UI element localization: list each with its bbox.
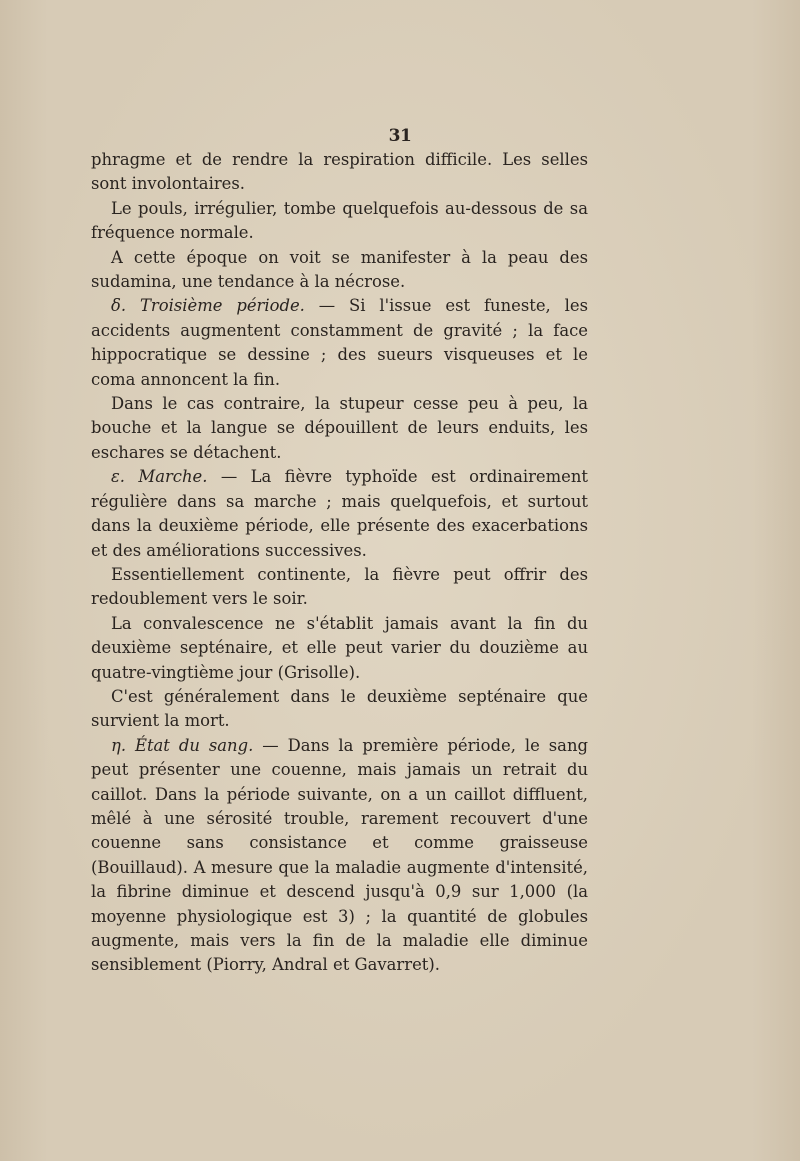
section-text-troisieme-periode: — Si l'issue est funeste, les accidents augmentent constamment de gravité ; la face hippocratique se dessine ; des sueurs visqueuses et le coma annoncent la fin. — [91, 296, 588, 389]
section-letter-eta: η. — [111, 735, 127, 755]
section-title-etat-du-sang: État du sang. — [134, 735, 254, 755]
paragraph-4-troisieme-periode — [91, 294, 588, 392]
section-letter-epsilon: ε. — [111, 467, 126, 487]
paragraph-5: Dans le cas contraire, la stupeur cesse peu à peu, la bouche et la langue se dépouillent de leurs enduits, les eschares se détachent. — [91, 394, 588, 462]
page-number: 31 — [388, 126, 412, 146]
paragraph-3: A cette époque on voit se manifester à la peau des sudamina, une tendance à la nécrose. — [91, 247, 588, 292]
section-text-etat-du-sang: — Dans la première période, le sang peut présenter une couenne, mais jamais un retrait du caillot. Dans la période suivante, on a un caillot diffluent, mêlé à une sérosité trouble, rarement recouvert d'une couenne sans consistance et comme graisseuse (Bouillaud). A mesure que la maladie augmente d'intensité, la fibrine diminue et descend jusqu'à 0,9 sur 1,000 (la moyenne physiologique est 3) ; la quantité de globules augmente, mais vers la fin de la maladie elle diminue sensiblement (Piorry, Andral et Gavarret). — [91, 735, 588, 975]
paragraph-8: La convalescence ne s'établit jamais avant la fin du deuxième septénaire, et elle peut varier du douzième au quatre-vingtième jour (Grisolle). — [91, 613, 588, 682]
paragraph-7: Essentiellement continente, la fièvre peut offrir des redoublement vers le soir. — [91, 564, 588, 609]
paragraph-9: C'est généralement dans le deuxième septénaire que survient la mort. — [91, 686, 588, 731]
paragraph-6-marche — [91, 465, 588, 563]
section-letter-delta: δ. — [111, 296, 127, 316]
section-title-troisieme-periode: Troisième période. — [139, 296, 305, 316]
paragraph-1: phragme et de rendre la respiration difficile. Les selles sont involontaires. — [91, 150, 588, 194]
body-text — [91, 148, 588, 978]
section-title-marche: Marche. — [138, 467, 208, 487]
paragraph-10-etat-du-sang — [91, 734, 588, 978]
section-text-marche: — La fièvre typhoïde est ordinairement régulière dans sa marche ; mais quelquefois, et surtout dans la deuxième période, elle présente des exacerbations et des améliorations successives. — [91, 467, 589, 560]
paragraph-2: Le pouls, irrégulier, tombe quelquefois au-dessous de sa fréquence normale. — [91, 198, 588, 243]
